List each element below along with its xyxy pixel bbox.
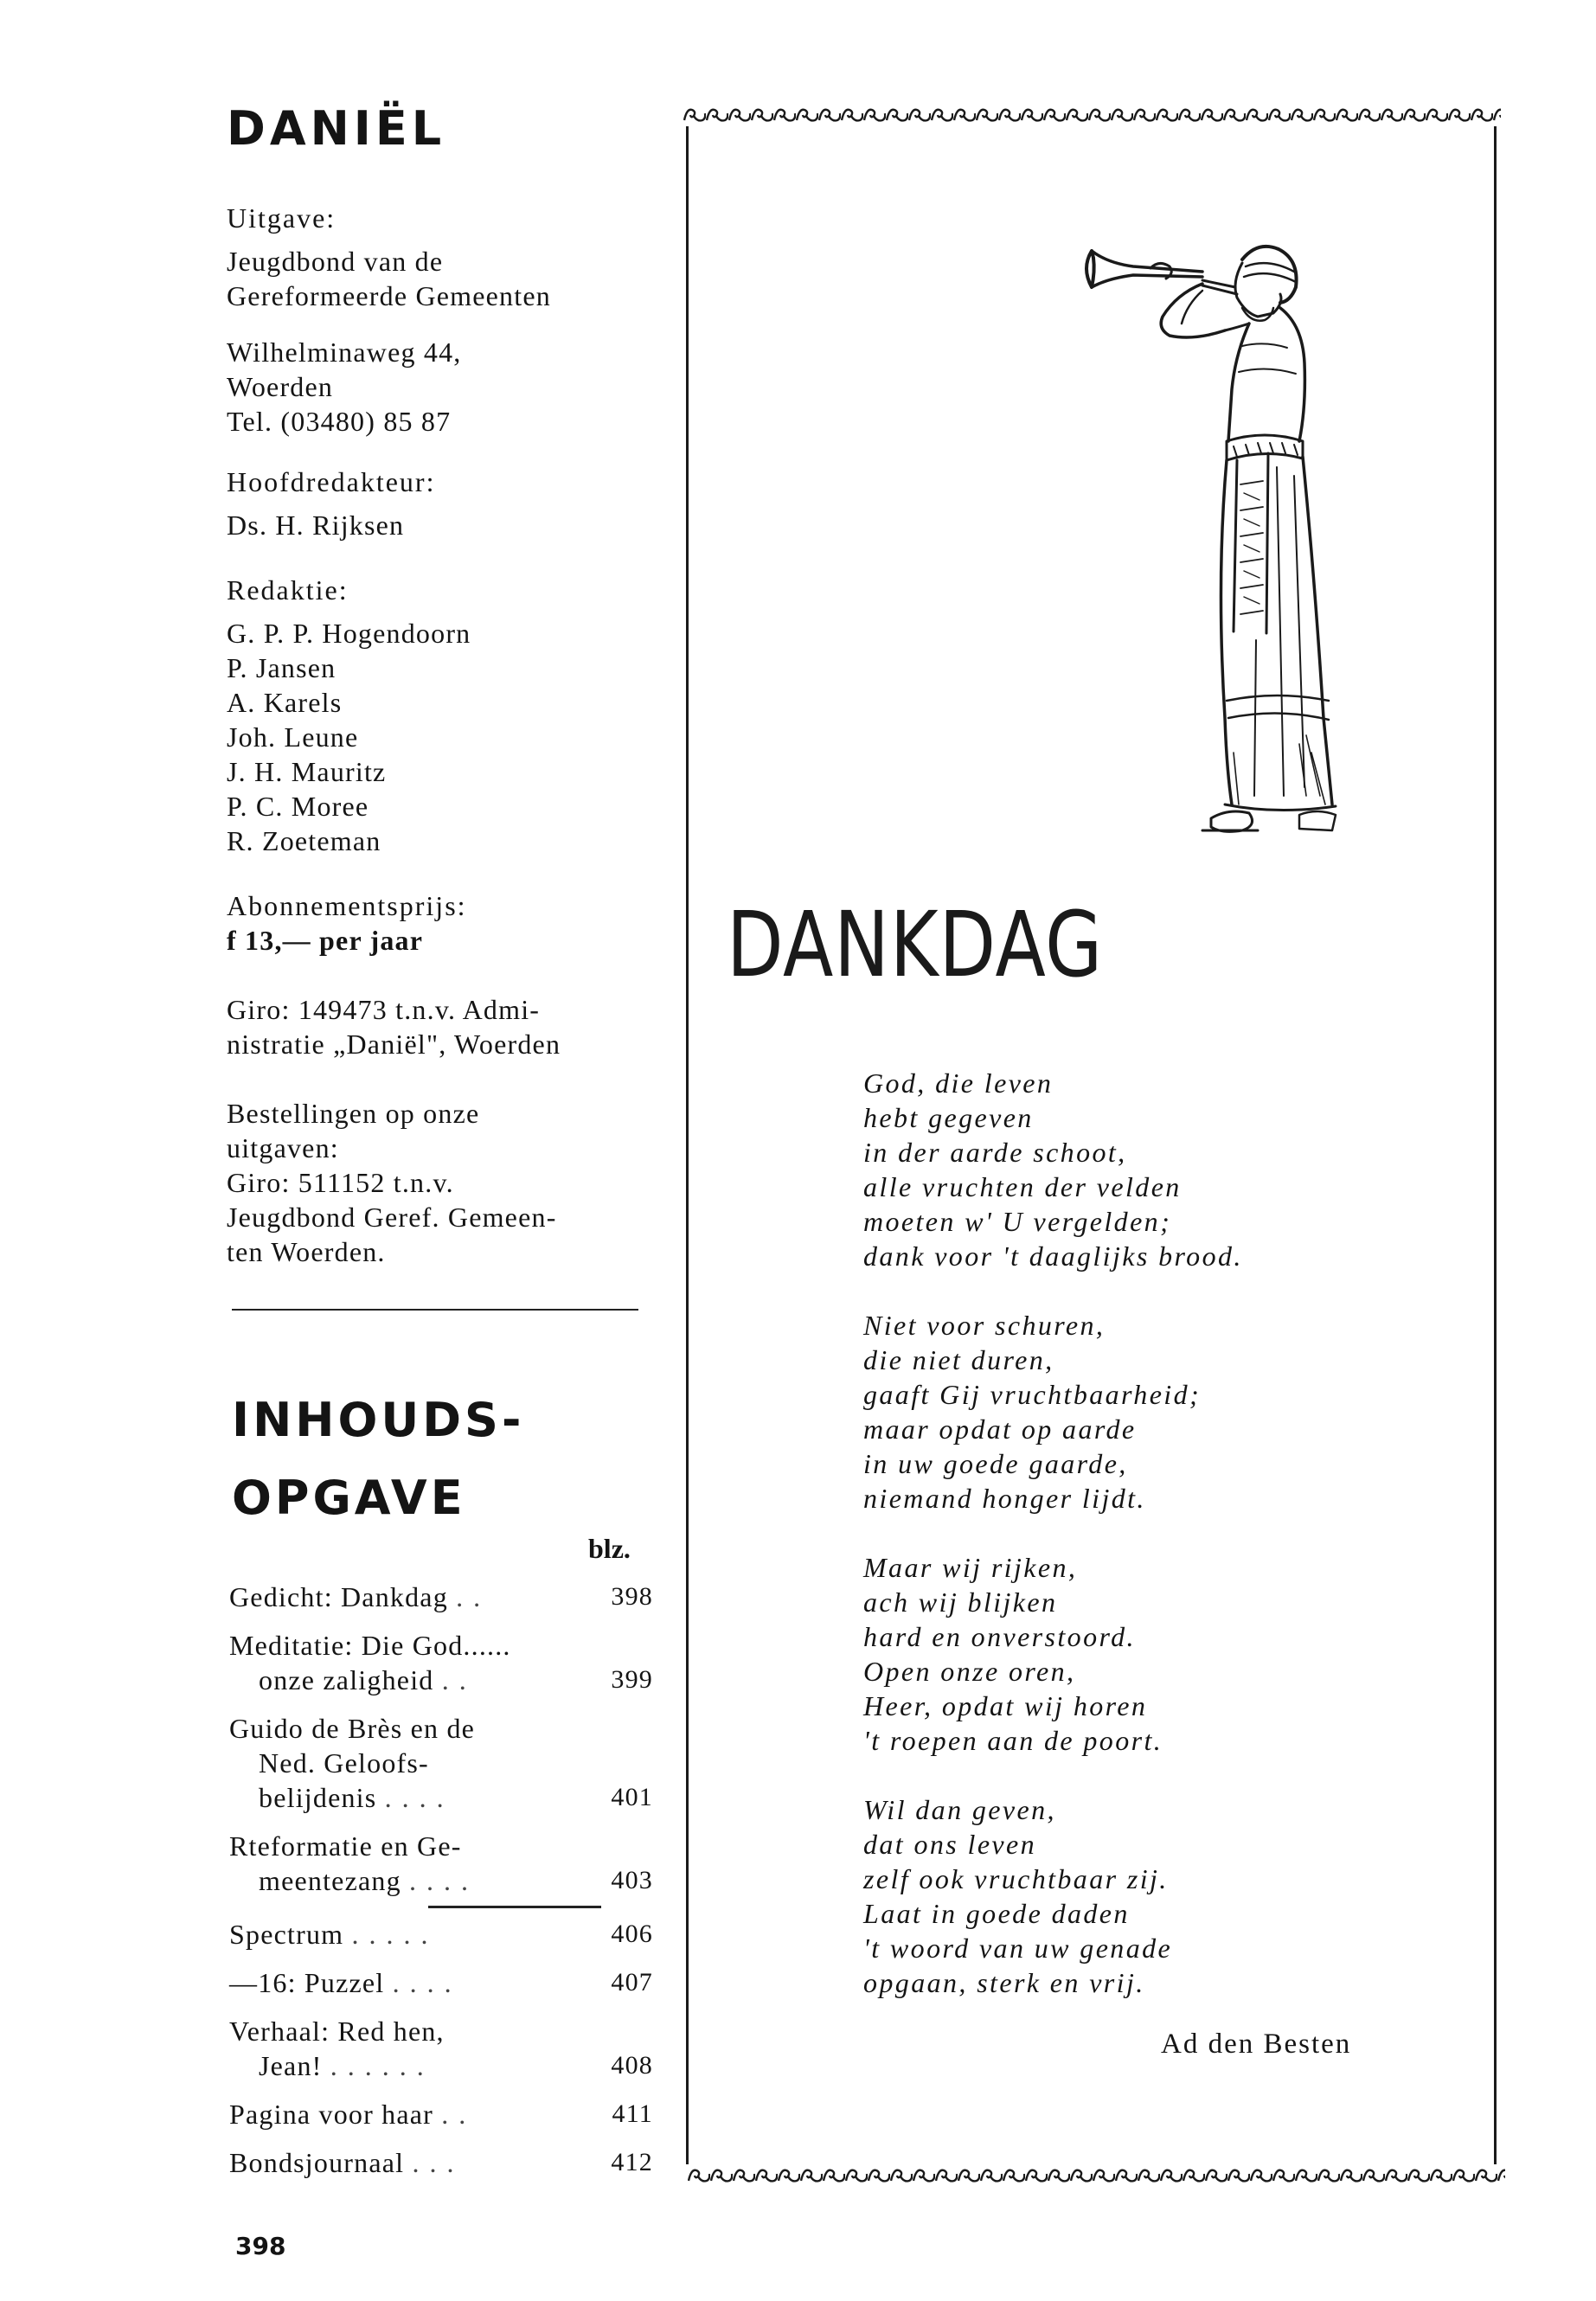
subscription-block [227,888,676,958]
toc-underline [428,1906,601,1908]
poem-line: Wil dan geven, [863,1794,1056,1825]
editor-name: A. Karels [227,687,343,718]
orders-line: Jeugdbond Geref. Gemeen- [227,1202,557,1233]
toc-leader-dots: ... [412,2147,465,2178]
toc-entry-title: Gedicht: Dankdag [229,1581,448,1612]
toc-title [232,1381,524,1537]
giro-admin-line: nistratie „Daniël", Woerden [227,1029,561,1060]
subscription-label: Abonnementsprijs: [227,890,467,921]
toc-entry[interactable] [229,2097,653,2131]
poem-line: ach wij blijken [863,1586,1058,1618]
poem-line: Open onze oren, [863,1656,1076,1687]
poem-line: gaaft Gij vruchtbaarheid; [863,1379,1202,1410]
poem-line: in der aarde schoot, [863,1137,1127,1168]
address-block [227,335,676,439]
toc-entry-page: 406 [611,1920,653,1948]
poem-line: opgaan, sterk en vrij. [863,1967,1145,1998]
poem-line: 't woord van uw genade [863,1932,1173,1964]
toc-leader-dots: .... [392,1967,462,1998]
subscription-price: f 13,— per jaar [227,925,424,956]
address-line: Wilhelminaweg 44, [227,336,462,368]
toc-entry-title: Bondsjournaal [229,2147,405,2178]
poem-line: moeten w' U vergelden; [863,1206,1172,1237]
toc-entry-page: 407 [611,1968,653,1997]
chief-editor-label: Hoofdredakteur: [227,466,436,497]
toc-entry-title: —16: Puzzel [229,1967,385,1998]
toc-entry[interactable] [229,1628,653,1697]
editor-name: P. C. Moree [227,791,369,822]
orders-line: Bestellingen op onze [227,1098,480,1129]
toc-entry[interactable] [229,2145,653,2180]
editors-block [227,573,676,858]
toc-entry-page: 401 [611,1783,653,1811]
toc-entry-title: Jean! [259,2050,323,2081]
poem-line: alle vruchten der velden [863,1171,1182,1202]
toc-entry-title: Ned. Geloofs- [259,1747,429,1779]
publisher-label: Uitgave: [227,202,337,234]
toc-entry-title: Meditatie: Die God...... [229,1630,511,1661]
wave-border-top-icon [683,104,1501,126]
panel-border-left [686,126,689,2164]
address-line: Woerden [227,371,334,402]
poem-stanza [863,1308,1243,1516]
address-line: Tel. (03480) 85 87 [227,406,452,437]
toc-entry-page: 408 [611,2051,653,2080]
orders-line: Giro: 511152 t.n.v. [227,1167,454,1198]
page-number: 398 [235,2232,286,2260]
editor-name: Joh. Leune [227,721,359,753]
chief-editor-block [227,465,676,542]
poem-line: hard en onverstoord. [863,1621,1136,1652]
toc-leader-dots: .... [409,1865,478,1896]
trumpeter-illustration-icon [1073,234,1358,856]
poem-line: dat ons leven [863,1829,1037,1860]
poem-line: niemand honger lijdt. [863,1483,1146,1514]
toc-leader-dots: ...... [330,2050,434,2081]
toc-leader-dots: .... [384,1782,454,1813]
poem-line: hebt gegeven [863,1102,1034,1133]
toc-entry-page: 399 [611,1665,653,1694]
table-of-contents [229,1580,653,2194]
toc-leader-dots: .. [456,1581,491,1612]
orders-line: ten Woerden. [227,1236,386,1267]
publisher-line: Gereformeerde Gemeenten [227,280,551,311]
panel-border-right [1494,126,1497,2164]
poem-line: die niet duren, [863,1344,1054,1375]
editor-name: P. Jansen [227,652,337,683]
toc-entry[interactable] [229,1580,653,1614]
toc-entry-title: Spectrum [229,1919,344,1950]
toc-entry[interactable] [229,2014,653,2083]
orders-block [227,1096,676,1269]
orders-line: uitgaven: [227,1132,339,1163]
masthead-title: DANIËL [227,101,446,156]
toc-title-line: INHOUDS- [232,1393,525,1447]
publisher-line: Jeugdbond van de [227,246,444,277]
poem-line: dank voor 't daaglijks brood. [863,1240,1243,1272]
poem-line: maar opdat op aarde [863,1413,1137,1445]
section-divider [232,1309,638,1311]
poem-stanza [863,1550,1243,1758]
editor-name: R. Zoeteman [227,825,381,856]
toc-entry-title: Verhaal: Red hen, [229,2016,445,2047]
toc-entry-page: 403 [611,1866,653,1894]
editor-name: G. P. P. Hogendoorn [227,618,471,649]
chief-editor-name: Ds. H. Rijksen [227,510,405,541]
poem-line: zelf ook vruchtbaar zij. [863,1863,1169,1894]
poem-title: DANKDAG [727,892,1104,997]
toc-entry-page: 411 [612,2099,653,2128]
poem-line: 't roepen aan de poort. [863,1725,1163,1756]
toc-entry-title: Rteformatie en Ge- [229,1830,462,1862]
toc-title-line: OPGAVE [232,1471,466,1525]
toc-entry-page: 412 [611,2148,653,2176]
giro-admin-line: Giro: 149473 t.n.v. Admi- [227,994,541,1025]
toc-leader-dots: .. [441,2099,477,2130]
poem-line: Maar wij rijken, [863,1552,1078,1583]
poem-line: Heer, opdat wij horen [863,1690,1148,1721]
toc-entry-page: 398 [611,1582,653,1611]
toc-entry[interactable] [229,1965,653,2000]
poem-body [863,1066,1243,2035]
poem-line: Niet voor schuren, [863,1310,1106,1341]
publisher-block [227,201,676,313]
toc-leader-dots: .. [441,1664,477,1695]
toc-leader-dots: ..... [351,1919,439,1950]
toc-entry-title: meentezang [259,1865,401,1896]
giro-admin-block [227,992,676,1061]
poem-author: Ad den Besten [1161,2029,1352,2060]
editor-name: J. H. Mauritz [227,756,387,787]
toc-entry-title: Pagina voor haar [229,2099,434,2130]
toc-entry-title: belijdenis [259,1782,377,1813]
poem-line: Laat in goede daden [863,1898,1130,1929]
wave-border-bottom-icon [688,2164,1505,2187]
editors-label: Redaktie: [227,574,349,606]
toc-entry-title: Guido de Brès en de [229,1713,476,1744]
poem-stanza [863,1066,1243,1273]
toc-entry-title: onze zaligheid [259,1664,434,1695]
toc-entry[interactable] [229,1829,653,1898]
poem-line: in uw goede gaarde, [863,1448,1128,1479]
poem-stanza [863,1792,1243,2000]
toc-page-column-label: blz. [588,1533,631,1564]
poem-line: God, die leven [863,1067,1054,1099]
toc-entry[interactable] [229,1917,653,1952]
toc-entry[interactable] [229,1711,653,1815]
